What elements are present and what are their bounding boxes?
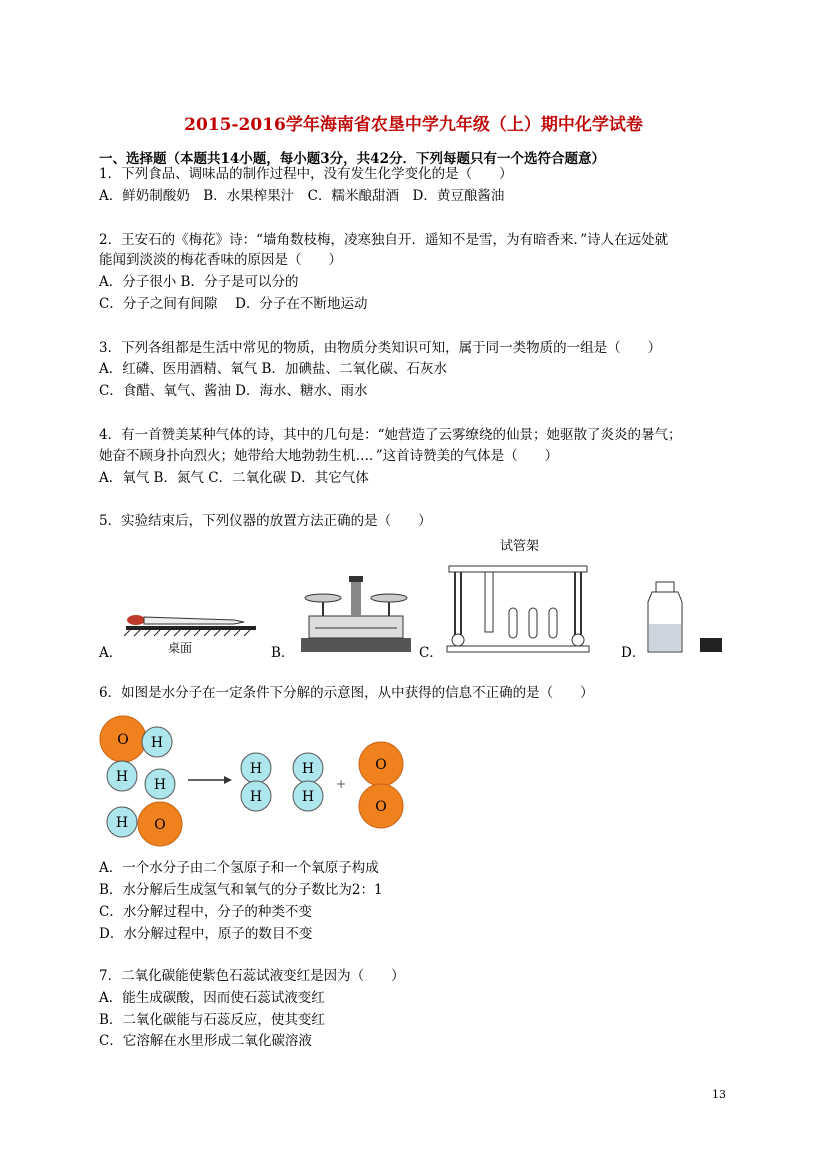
hydrogen-atom-label: H (301, 761, 315, 777)
q6-option-b: B．水分解后生成氢气和氧气的分子数比为2：1 (99, 882, 383, 898)
q6-option-c: C．水分解过程中，分子的种类不变 (99, 904, 312, 920)
q6-stem: 6．如图是水分子在一定条件下分解的示意图，从中获得的信息不正确的是（ ） (99, 685, 594, 701)
q3-options-line2: C．食醋、氧气、酱油 D．海水、糖水、雨水 (99, 383, 368, 399)
q7-option-c: C．它溶解在水里形成二氧化碳溶液 (99, 1033, 312, 1049)
q1-stem: 1．下列食品、调味品的制作过程中，没有发生化学变化的是（ ） (99, 166, 513, 182)
q7-stem: 7．二氧化碳能使紫色石蕊试液变红是因为（ ） (99, 968, 405, 984)
q1-options: A．鲜奶制酸奶 B．水果榨果汁 C．糯米酿甜酒 D．黄豆酿酱油 (99, 188, 505, 204)
q5-option-d-label: D． (621, 645, 646, 661)
oxygen-atom-label: O (375, 799, 387, 815)
section-heading: 一、选择题（本题共14小题，每小题3分，共42分．下列每题只有一个选符合题意） (99, 151, 605, 167)
oxygen-atom-label: O (117, 732, 129, 748)
hydrogen-atom-label: H (115, 815, 129, 831)
hydrogen-atom-label: H (249, 761, 263, 777)
hydrogen-atom-label: H (153, 777, 167, 793)
q5-option-b-label: B． (271, 645, 295, 661)
q2-stem-line1: 2．王安石的《梅花》诗：“墙角数枝梅，凌寒独自开．遥知不是雪，为有暗香来．”诗人在远处就 (99, 232, 669, 248)
q2-stem-line2: 能闻到淡淡的梅花香味的原因是（ ） (99, 252, 342, 268)
q6-option-a: A．一个水分子由二个氢原子和一个氧原子构成 (99, 860, 379, 876)
reagent-bottle-figure (644, 578, 724, 656)
desk-label: 桌面 (168, 641, 193, 655)
q3-stem: 3．下列各组都是生活中常见的物质，由物质分类知识可知，属于同一类物质的一组是（ ） (99, 340, 662, 356)
balance-figure (295, 572, 417, 656)
q3-options-line1: A．红磷、医用酒精、氧气 B．加碘盐、二氧化碳、石灰水 (99, 361, 447, 377)
hydrogen-atom-label: H (301, 789, 315, 805)
q5-option-c-label: C． (419, 645, 443, 661)
q4-stem-line1: 4．有一首赞美某种气体的诗，其中的几句是：“她营造了云雾缭绕的仙景；她驱散了炎炎的暑气； (99, 427, 682, 443)
oxygen-atom-label: O (154, 817, 166, 833)
plus-sign: + (335, 777, 347, 791)
water-decomposition-diagram (96, 712, 416, 852)
q5-stem: 5．实验结束后，下列仪器的放置方法正确的是（ ） (99, 513, 432, 529)
rack-label: 试管架 (500, 539, 540, 554)
hydrogen-atom-label: H (150, 735, 164, 751)
hydrogen-atom-label: H (249, 789, 263, 805)
q7-option-a: A．能生成碳酸，因而使石蕊试液变红 (99, 990, 325, 1006)
dropper-on-desk-figure (122, 600, 262, 658)
page-number: 13 (712, 1088, 726, 1101)
q5-option-a-label: A． (99, 645, 123, 661)
q2-options-line1: A．分子很小 B．分子是可以分的 (99, 274, 299, 290)
reaction-arrow-head (224, 776, 232, 784)
q6-option-d: D．水分解过程中，原子的数目不变 (99, 926, 313, 942)
q4-stem-line2: 她奋不顾身扑向烈火；她带给大地勃勃生机…．”这首诗赞美的气体是（ ） (99, 448, 559, 464)
q7-option-b: B．二氧化碳能与石蕊反应，使其变红 (99, 1012, 325, 1028)
page-title: 2015-2016学年海南省农垦中学九年级（上）期中化学试卷 (184, 115, 643, 135)
q2-options-line2: C．分子之间有间隙 D．分子在不断地运动 (99, 296, 368, 312)
oxygen-atom-label: O (375, 757, 387, 773)
test-tube-rack-figure (443, 534, 593, 656)
hydrogen-atom-label: H (115, 769, 129, 785)
q4-options: A．氧气 B．氮气 C．二氧化碳 D．其它气体 (99, 470, 369, 486)
